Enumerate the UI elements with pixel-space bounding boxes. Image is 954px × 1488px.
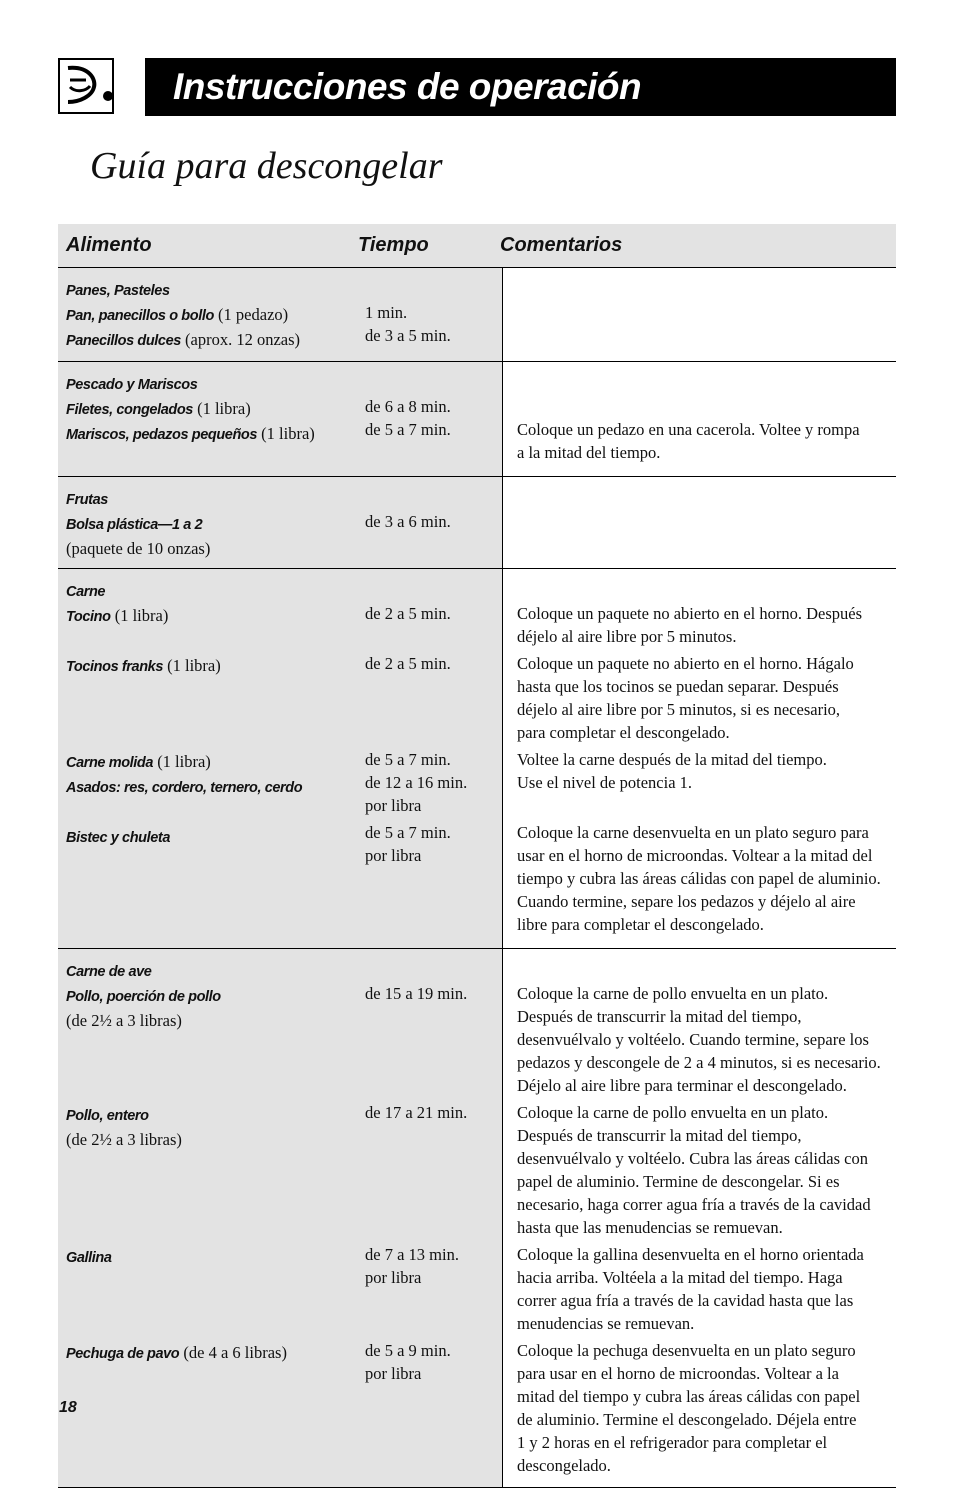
food-name: Frutas [66, 492, 108, 508]
comment-line: papel de aluminio. Termine de descongelar. Si es [517, 1172, 840, 1191]
page-title: Guía para descongelar [90, 145, 443, 187]
comment-text [517, 510, 896, 533]
time-value [365, 487, 502, 510]
time-line: de 15 a 19 min. [365, 984, 468, 1003]
food-item [66, 512, 355, 537]
food-name: Pollo, entero [66, 1108, 149, 1124]
page-number: 18 [59, 1399, 77, 1416]
food-name: Bolsa plástica—1 a 2 [66, 517, 203, 533]
time-value [365, 579, 502, 602]
comment-text [517, 959, 896, 982]
comment-line: para completar el descongelado. [517, 723, 730, 742]
comment-text [517, 278, 896, 301]
food-detail: (1 pedazo) [213, 305, 289, 324]
food-detail: (1 libra) [163, 656, 221, 675]
comment-line: Coloque un paquete no abierto en el horno. Hágalo [517, 654, 854, 673]
column-header-comments: Comentarios [500, 234, 623, 256]
table-header [58, 224, 896, 268]
food-item [66, 654, 355, 746]
time-cell [355, 949, 502, 1487]
table-body [58, 268, 896, 1488]
comment-text [517, 418, 896, 464]
comment-line: Voltee la carne después de la mitad del tiempo. [517, 750, 827, 769]
comment-text [517, 821, 896, 936]
column-header-time: Tiempo [358, 234, 429, 256]
time-value [365, 1339, 502, 1477]
time-line: de 2 a 5 min. [365, 604, 451, 623]
food-item [66, 537, 355, 560]
food-name: Pollo, poerción de pollo [66, 989, 221, 1005]
food-group [58, 362, 896, 477]
section-title: Instrucciones de operación [173, 66, 642, 107]
time-line: de 5 a 7 min. [365, 823, 451, 842]
food-detail: (1 libra) [153, 752, 211, 771]
food-group [58, 949, 896, 1488]
comment-line: Coloque la carne de pollo envuelta en un plato. [517, 1103, 829, 1122]
time-line: de 3 a 5 min. [365, 326, 451, 345]
time-value [365, 771, 502, 817]
comment-line: a la mitad del tiempo. [517, 443, 661, 462]
comment-text [517, 1339, 896, 1477]
time-line: de 2 a 5 min. [365, 654, 451, 673]
food-item [66, 1245, 355, 1337]
food-group [58, 569, 896, 949]
comment-line: necesario, haga correr agua fría a través de la cavidad [517, 1195, 871, 1214]
food-detail: (aprox. 12 onzas) [180, 330, 301, 349]
comment-text [517, 372, 896, 395]
comment-text [517, 602, 896, 648]
comment-line: Después de transcurrir la mitad del tiempo, [517, 1126, 802, 1145]
comment-line: Coloque un pedazo en una cacerola. Voltee y rompa [517, 420, 860, 439]
food-item [66, 750, 355, 775]
comment-line: menudencias se remuevan. [517, 1314, 695, 1333]
section-header [145, 58, 896, 116]
food-item [66, 579, 355, 604]
defrost-table [58, 224, 896, 1488]
food-cell [58, 477, 355, 568]
time-cell [355, 569, 502, 948]
food-group [58, 268, 896, 362]
microwave-logo-icon [58, 58, 114, 114]
time-line: de 5 a 7 min. [365, 750, 451, 769]
time-value [365, 1101, 502, 1239]
food-name: Asados: res, cordero, ternero, cerdo [66, 780, 303, 796]
comment-line: correr agua fría a través de la cavidad hasta que las [517, 1291, 854, 1310]
food-item [66, 487, 355, 512]
comment-line: Coloque un paquete no abierto en el horno. Después [517, 604, 863, 623]
comment-text [517, 579, 896, 602]
comment-text [517, 487, 896, 510]
food-item [66, 422, 355, 468]
comment-line: pedazos y descongele de 2 a 4 minutos, si es necesario. [517, 1053, 881, 1072]
comment-line: usar en el horno de microondas. Voltear a la mitad del [517, 846, 873, 865]
comment-text [517, 748, 896, 771]
time-value [365, 278, 502, 301]
food-item [66, 959, 355, 984]
column-header-food: Alimento [66, 234, 152, 256]
time-line: por libra [365, 1268, 422, 1287]
food-name: Filetes, congelados [66, 402, 193, 418]
time-cell [355, 268, 502, 361]
food-group [58, 477, 896, 569]
comment-line: desenvuélvalo y voltéelo. Cubra las áreas cálidas con [517, 1149, 868, 1168]
comment-line: desenvuélvalo y voltéelo. Cuando termine, separe los [517, 1030, 869, 1049]
food-name: Mariscos, pedazos pequeños [66, 427, 258, 443]
comment-line: déjelo al aire libre por 5 minutos. [517, 627, 737, 646]
time-value [365, 821, 502, 936]
comment-line: Coloque la carne de pollo envuelta en un plato. [517, 984, 829, 1003]
time-value [365, 418, 502, 464]
time-value [365, 510, 502, 533]
comment-line: Use el nivel de potencia 1. [517, 773, 693, 792]
comment-line: mitad del tiempo y cubra las áreas cálidas con papel [517, 1387, 861, 1406]
comment-line: libre para completar el descongelado. [517, 915, 764, 934]
food-name: Tocino [66, 609, 111, 625]
food-cell [58, 569, 355, 948]
time-line: de 12 a 16 min. [365, 773, 468, 792]
comments-cell [502, 569, 896, 948]
food-name: Carne [66, 584, 106, 600]
food-item [66, 984, 355, 1099]
food-cell [58, 362, 355, 476]
comment-text [517, 301, 896, 324]
comment-line: 1 y 2 horas en el refrigerador para completar el [517, 1433, 828, 1452]
comments-cell [502, 268, 896, 361]
comment-line: descongelado. [517, 1456, 611, 1475]
food-item [66, 775, 355, 821]
time-line: de 17 a 21 min. [365, 1103, 468, 1122]
time-line: de 6 a 8 min. [365, 397, 451, 416]
comment-line: tiempo y cubra las áreas cálidas con papel de aluminio. [517, 869, 881, 888]
comment-line: hasta que los tocinos se puedan separar. Después [517, 677, 839, 696]
food-name: Pescado y Mariscos [66, 377, 198, 393]
food-item [66, 1341, 355, 1479]
comment-line: para usar en el horno de microondas. Voltear a la [517, 1364, 839, 1383]
food-name: Tocinos franks [66, 659, 163, 675]
food-name: Bistec y chuleta [66, 830, 171, 846]
comment-line: Cuando termine, separe los pedazos y déjelo al aire [517, 892, 856, 911]
time-value [365, 1243, 502, 1335]
comment-text [517, 1101, 896, 1239]
comment-line: Coloque la pechuga desenvuelta en un plato seguro [517, 1341, 856, 1360]
food-name: Panes, Pasteles [66, 283, 170, 299]
food-item [66, 825, 355, 940]
food-detail: (de 2½ a 3 libras) [66, 1011, 182, 1030]
comment-text [517, 1243, 896, 1335]
time-line: por libra [365, 796, 422, 815]
food-item [66, 1103, 355, 1241]
comments-cell [502, 477, 896, 568]
food-cell [58, 268, 355, 361]
time-value [365, 748, 502, 771]
comment-line: déjelo al aire libre por 5 minutos, si es necesario, [517, 700, 841, 719]
food-detail: (1 libra) [257, 424, 315, 443]
time-cell [355, 477, 502, 568]
comment-text [517, 533, 896, 556]
time-value [365, 301, 502, 324]
comment-line: Coloque la carne desenvuelta en un plato seguro para [517, 823, 869, 842]
time-value [365, 982, 502, 1097]
food-name: Carne de ave [66, 964, 152, 980]
comment-text [517, 652, 896, 744]
food-item [66, 278, 355, 303]
food-detail: (1 libra) [110, 606, 169, 625]
food-detail: (1 libra) [192, 399, 251, 418]
comment-text [517, 771, 896, 817]
food-name: Gallina [66, 1250, 112, 1266]
food-item [66, 372, 355, 397]
food-item [66, 397, 355, 422]
time-value [365, 395, 502, 418]
comment-line: Después de transcurrir la mitad del tiempo, [517, 1007, 802, 1026]
comment-text [517, 324, 896, 347]
time-line: de 3 a 6 min. [365, 512, 451, 531]
food-item [66, 328, 355, 353]
comment-line: Coloque la gallina desenvuelta en el horno orientada [517, 1245, 864, 1264]
food-cell [58, 949, 355, 1487]
comments-cell [502, 362, 896, 476]
food-name: Carne molida [66, 755, 154, 771]
time-line: por libra [365, 846, 422, 865]
time-line: de 5 a 7 min. [365, 420, 451, 439]
comment-line: de aluminio. Termine el descongelado. Déjela entre [517, 1410, 857, 1429]
time-value [365, 602, 502, 648]
time-value [365, 959, 502, 982]
time-line: de 5 a 9 min. [365, 1341, 451, 1360]
comment-line: hacia arriba. Voltéela a la mitad del tiempo. Haga [517, 1268, 843, 1287]
food-detail: (de 4 a 6 libras) [179, 1343, 287, 1362]
time-line: por libra [365, 1364, 422, 1383]
food-name: Pan, panecillos o bollo [66, 308, 214, 324]
comment-text [517, 395, 896, 418]
food-detail: (paquete de 10 onzas) [66, 539, 211, 558]
food-item [66, 303, 355, 328]
comment-line: Déjelo al aire libre para terminar el descongelado. [517, 1076, 847, 1095]
comment-line: hasta que las menudencias se remuevan. [517, 1218, 783, 1237]
time-cell [355, 362, 502, 476]
comment-text [517, 982, 896, 1097]
time-line: de 7 a 13 min. [365, 1245, 459, 1264]
time-value [365, 533, 502, 556]
food-name: Panecillos dulces [66, 333, 181, 349]
food-name: Pechuga de pavo [66, 1346, 180, 1362]
time-value [365, 324, 502, 347]
time-value [365, 372, 502, 395]
time-line: 1 min. [365, 303, 408, 322]
comments-cell [502, 949, 896, 1487]
food-item [66, 604, 355, 650]
food-detail: (de 2½ a 3 libras) [66, 1130, 182, 1149]
time-value [365, 652, 502, 744]
